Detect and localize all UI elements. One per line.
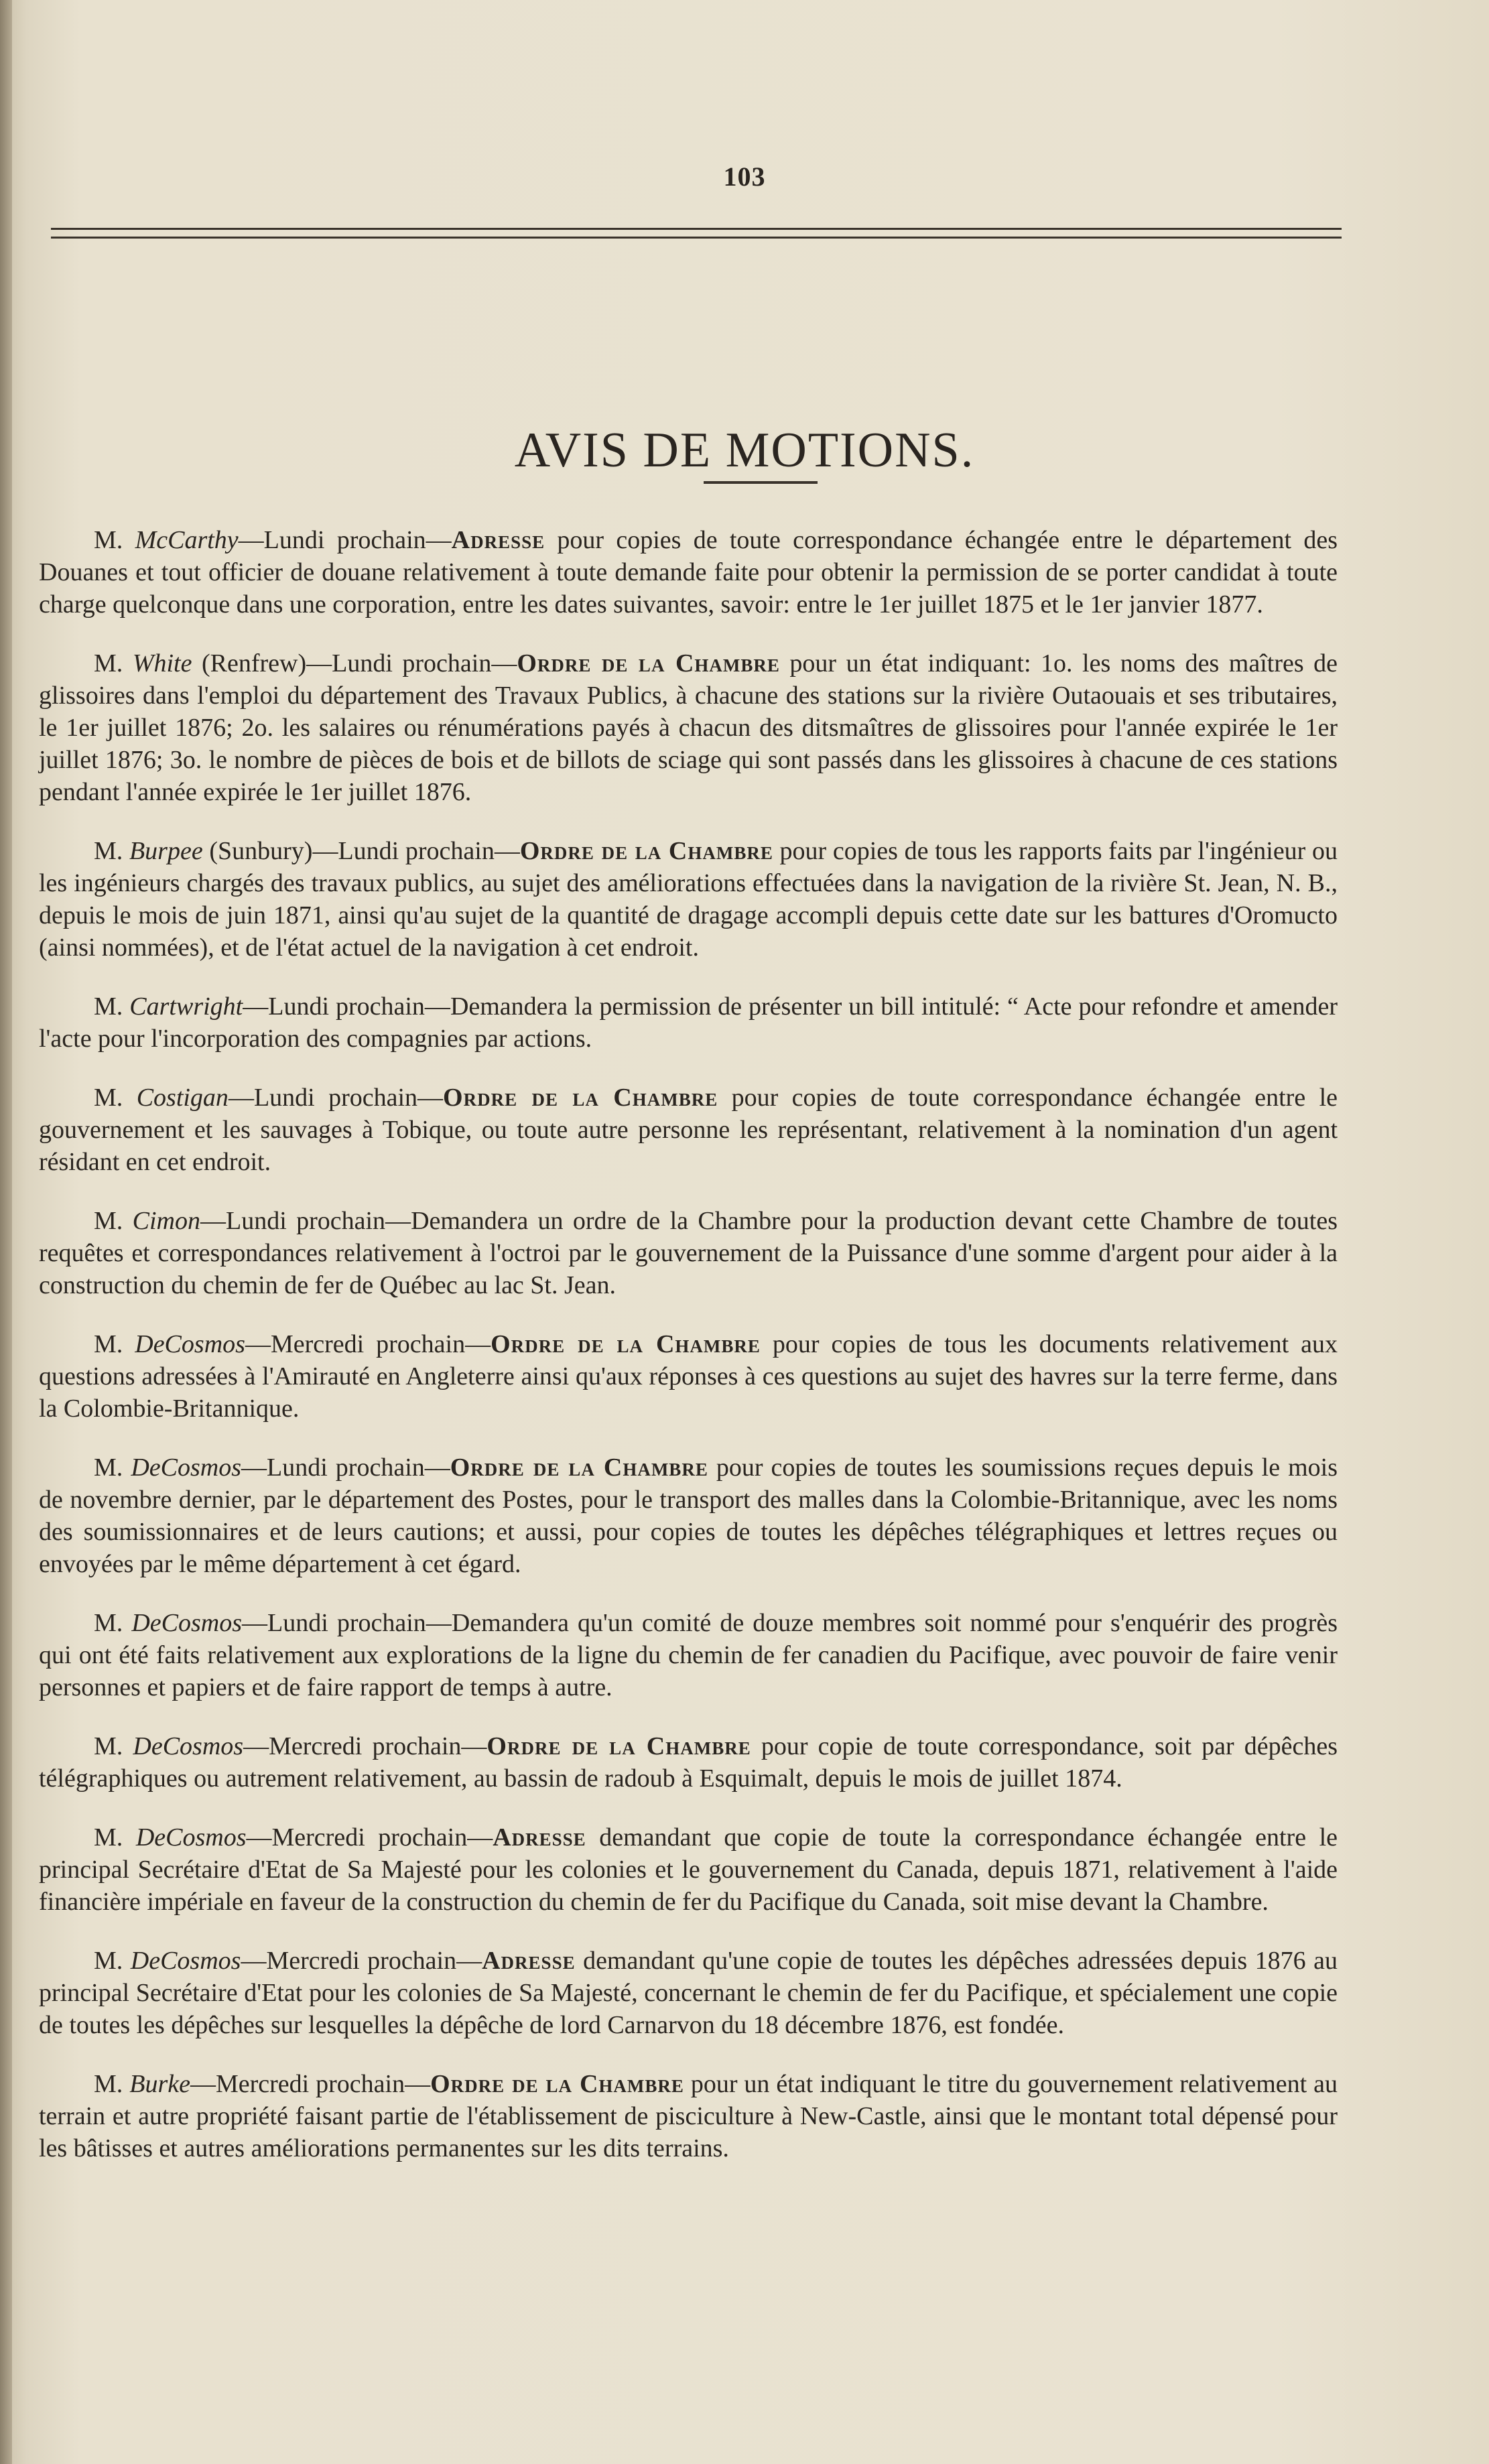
motion-type: Ordre de la Chambre bbox=[517, 649, 780, 677]
member-detail: (Renfrew) bbox=[192, 649, 307, 677]
motion-item bbox=[39, 835, 1338, 964]
motion-item bbox=[39, 1082, 1338, 1178]
member-detail: (Sunbury) bbox=[202, 837, 313, 865]
motion-timing: —Lundi prochain— bbox=[242, 1609, 452, 1637]
motion-item bbox=[39, 1730, 1338, 1795]
member-prefix: M. bbox=[94, 837, 123, 865]
motion-timing: —Mercredi prochain— bbox=[246, 1823, 493, 1852]
motion-body: demandant que copie de toute la correspondance échangée entre le principal Secrétaire d'Etat de Sa Majesté pour les colonies et le gouvernement du Canada, depuis 1871, relativement à l'aide financière impériale en faveur de la construction du chemin de fer du Pacifique du Canada, soit mise devant la Chambre. bbox=[39, 1823, 1338, 1916]
motion-body: pour copie de toute correspondance, soit par dépêches télégraphiques ou autrement relativement, au bassin de radoub à Esquimalt, depuis le mois de juillet 1874. bbox=[39, 1732, 1338, 1793]
member-name: White bbox=[132, 649, 192, 677]
member-prefix: M. bbox=[94, 1947, 123, 1975]
member-prefix: M. bbox=[94, 1609, 123, 1637]
motion-body: pour copies de toute correspondance échangée entre le département des Douanes et tout officier de douane relativement à toute demande faite pour obtenir la permission de se porter candidat à toute charge quelconque dans une corporation, entre les dates suivantes, savoir: entre le 1er juillet 1875 et le 1er janvier 1877. bbox=[39, 526, 1338, 619]
member-name: DeCosmos bbox=[130, 1947, 241, 1975]
motion-timing: —Mercredi prochain— bbox=[243, 1732, 487, 1760]
motion-body: Demandera la permission de présenter un bill intitulé: “ Acte pour refondre et amender l'acte pour l'incorporation des compagnies par actions. bbox=[39, 992, 1338, 1053]
motion-type: Ordre de la Chambre bbox=[430, 2070, 684, 2098]
motion-timing: —Lundi prochain— bbox=[238, 526, 452, 554]
motion-item bbox=[39, 1328, 1338, 1425]
page-title: AVIS DE MOTIONS. bbox=[514, 422, 975, 478]
motion-type: Adresse bbox=[493, 1823, 586, 1852]
motion-body: pour copies de tous les documents relativement aux questions adressées à l'Amirauté en Angleterre ainsi qu'aux réponses à ces questions au sujet des havres sur la terre ferme, dans la Colombie-Britannique. bbox=[39, 1330, 1338, 1423]
motion-timing: —Lundi prochain— bbox=[243, 992, 450, 1021]
motion-item bbox=[39, 1821, 1338, 1918]
motion-type: Ordre de la Chambre bbox=[491, 1330, 761, 1358]
motion-item bbox=[39, 990, 1338, 1055]
motion-item bbox=[39, 1205, 1338, 1301]
motion-item bbox=[39, 1945, 1338, 2041]
member-name: Cartwright bbox=[129, 992, 243, 1021]
motion-type: Adresse bbox=[482, 1947, 576, 1975]
member-name: DeCosmos bbox=[135, 1330, 245, 1358]
member-name: Burke bbox=[129, 2070, 190, 2098]
motion-item bbox=[39, 1451, 1338, 1580]
motion-item bbox=[39, 647, 1338, 808]
motion-timing: —Lundi prochain— bbox=[228, 1084, 444, 1112]
member-name: Burpee bbox=[129, 837, 203, 865]
member-prefix: M. bbox=[94, 1084, 123, 1112]
motion-timing: —Lundi prochain— bbox=[306, 649, 517, 677]
motion-timing: —Lundi prochain— bbox=[241, 1453, 450, 1482]
motion-item bbox=[39, 524, 1338, 621]
page-number: 103 bbox=[723, 161, 766, 192]
motion-body: pour copies de toute correspondance échangée entre le gouvernement et les sauvages à Tobique, ou toute autre personne les représentant, relativement à la nomination d'un agent résidant en cet endroit. bbox=[39, 1084, 1338, 1176]
member-name: Cimon bbox=[132, 1207, 200, 1235]
member-name: DeCosmos bbox=[131, 1609, 243, 1637]
motions-list bbox=[39, 524, 1338, 2191]
motion-type: Ordre de la Chambre bbox=[443, 1084, 718, 1112]
header-double-rule bbox=[51, 228, 1342, 239]
motion-timing: —Lundi prochain— bbox=[312, 837, 520, 865]
member-name: DeCosmos bbox=[133, 1732, 244, 1760]
member-prefix: M. bbox=[94, 2070, 123, 2098]
motion-body: pour copies de toutes les soumissions reçues depuis le mois de novembre dernier, par le département des Postes, pour le transport des malles dans la Colombie-Britannique, avec les noms des soumissionnaires et de leurs cautions; et aussi, pour copies de toutes les dépêches télégraphiques et lettres reçues ou envoyées par le même département à cet égard. bbox=[39, 1453, 1338, 1578]
member-name: DeCosmos bbox=[131, 1453, 242, 1482]
motion-timing: —Mercredi prochain— bbox=[190, 2070, 431, 2098]
member-prefix: M. bbox=[94, 1732, 123, 1760]
member-prefix: M. bbox=[94, 992, 123, 1021]
motion-type: Ordre de la Chambre bbox=[450, 1453, 708, 1482]
motion-timing: —Mercredi prochain— bbox=[245, 1330, 491, 1358]
motion-item bbox=[39, 1607, 1338, 1703]
member-prefix: M. bbox=[94, 1330, 123, 1358]
member-name: Costigan bbox=[136, 1084, 229, 1112]
title-divider bbox=[704, 481, 818, 484]
motion-body: demandant qu'une copie de toutes les dépêches adressées depuis 1876 au principal Secrétaire d'Etat pour les colonies de Sa Majesté, concernant le chemin de fer du Pacifique, et spécialement une copie de toutes les dépêches sur lesquelles la dépêche de lord Carnarvon du 18 décembre 1876, est fondée. bbox=[39, 1947, 1338, 2039]
member-prefix: M. bbox=[94, 1207, 123, 1235]
member-prefix: M. bbox=[94, 649, 123, 677]
binding-edge bbox=[0, 0, 12, 2464]
motion-body: Demandera qu'un comité de douze membres soit nommé pour s'enquérir des progrès qui ont été faits relativement aux explorations de la ligne du chemin de fer canadien du Pacifique, avec pouvoir de faire venir personnes et papiers et de faire rapport de temps à autre. bbox=[39, 1609, 1338, 1701]
member-prefix: M. bbox=[94, 1453, 123, 1482]
motion-type: Ordre de la Chambre bbox=[519, 837, 773, 865]
motion-type: Adresse bbox=[451, 526, 545, 554]
member-prefix: M. bbox=[94, 526, 123, 554]
motion-timing: —Mercredi prochain— bbox=[241, 1947, 482, 1975]
motion-body: pour un état indiquant: 1o. les noms des maîtres de glissoires dans l'emploi du département des Travaux Publics, à chacune des stations sur la rivière Outaouais et ses tributaires, le 1er juillet 1876; 2o. les salaires ou rénumérations payés à chacun des ditsmaîtres de glissoires pour l'année expirée le 1er juillet 1876; 3o. le nombre de pièces de bois et de billots de sciage qui sont passés dans les glissoires à chacune de ces stations pendant l'année expirée le 1er juillet 1876. bbox=[39, 649, 1338, 806]
motion-type: Ordre de la Chambre bbox=[487, 1732, 751, 1760]
motion-body: pour un état indiquant le titre du gouvernement relativement au terrain et autre propriété faisant partie de l'établissement de pisciculture à New-Castle, ainsi que le montant total dépensé pour les bâtisses et autres améliorations permanentes sur les dits terrains. bbox=[39, 2070, 1338, 2162]
member-name: McCarthy bbox=[135, 526, 239, 554]
member-name: DeCosmos bbox=[135, 1823, 247, 1852]
motion-body: pour copies de tous les rapports faits par l'ingénieur ou les ingénieurs chargés des travaux publics, au sujet des améliorations effectuées dans la navigation de la rivière St. Jean, N. B., depuis le mois de juin 1871, ainsi qu'au sujet de la quantité de dragage accompli depuis cette date sur les battures d'Oromucto (ainsi nommées), et de l'état actuel de la navigation à cet endroit. bbox=[39, 837, 1338, 962]
motion-item bbox=[39, 2068, 1338, 2164]
member-prefix: M. bbox=[94, 1823, 123, 1852]
motion-timing: —Lundi prochain— bbox=[200, 1207, 411, 1235]
motion-body: Demandera un ordre de la Chambre pour la production devant cette Chambre de toutes requêtes et correspondances relativement à l'octroi par le gouvernement de la Puissance d'une somme d'argent pour aider à la construction du chemin de fer de Québec au lac St. Jean. bbox=[39, 1207, 1338, 1299]
